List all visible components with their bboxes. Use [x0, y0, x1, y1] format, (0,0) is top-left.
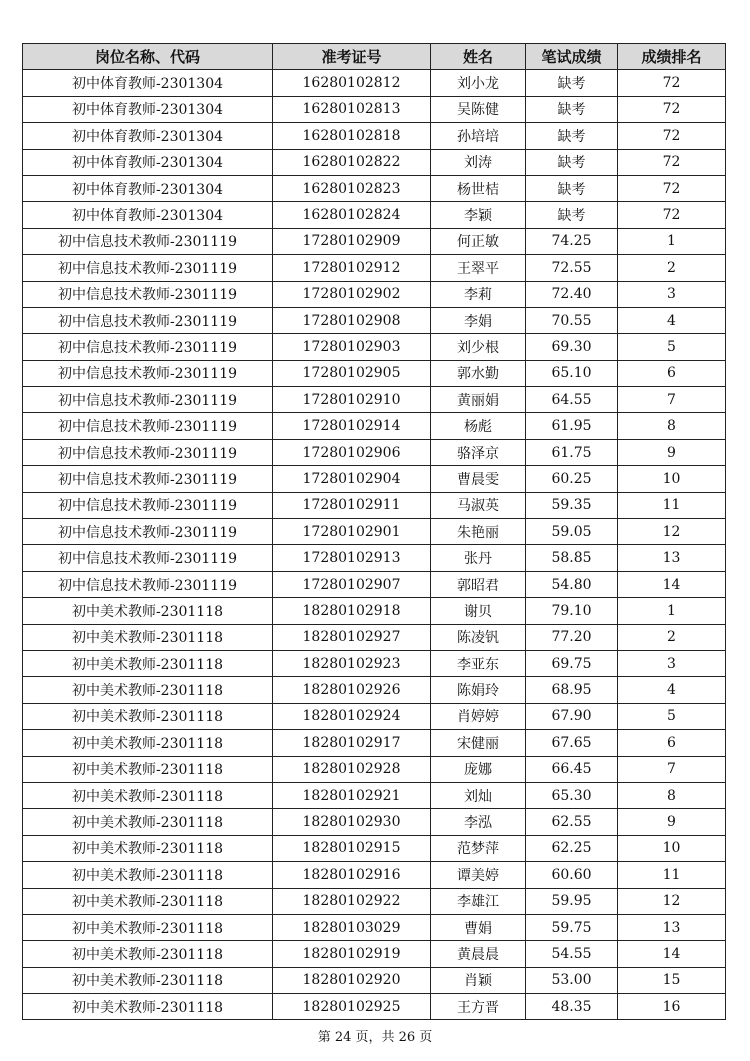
- cell-position: 初中美术教师-2301118: [23, 782, 273, 808]
- cell-name: 李娟: [431, 307, 526, 333]
- table-row: [23, 334, 726, 360]
- table-row: [23, 545, 726, 571]
- cell-name: 谢贝: [431, 598, 526, 624]
- table-row: [23, 756, 726, 782]
- cell-name: 陈凌钒: [431, 624, 526, 650]
- cell-exam-number: 17280102907: [273, 571, 431, 597]
- cell-name: 刘灿: [431, 782, 526, 808]
- cell-exam-number: 18280102923: [273, 650, 431, 676]
- cell-score: 59.95: [526, 888, 618, 914]
- table-row: [23, 228, 726, 254]
- cell-score: 72.40: [526, 281, 618, 307]
- table-row: [23, 307, 726, 333]
- table-row: [23, 703, 726, 729]
- cell-score: 62.55: [526, 809, 618, 835]
- header-position: 岗位名称、代码: [23, 44, 273, 70]
- cell-position: 初中信息技术教师-2301119: [23, 492, 273, 518]
- cell-position: 初中信息技术教师-2301119: [23, 545, 273, 571]
- cell-rank: 10: [618, 835, 726, 861]
- cell-exam-number: 18280102919: [273, 941, 431, 967]
- cell-exam-number: 18280102924: [273, 703, 431, 729]
- cell-rank: 7: [618, 387, 726, 413]
- cell-rank: 7: [618, 756, 726, 782]
- cell-exam-number: 17280102913: [273, 545, 431, 571]
- cell-position: 初中体育教师-2301304: [23, 175, 273, 201]
- header-row: [23, 44, 726, 70]
- cell-exam-number: 17280102906: [273, 439, 431, 465]
- cell-rank: 72: [618, 96, 726, 122]
- cell-name: 王翠平: [431, 255, 526, 281]
- cell-rank: 4: [618, 307, 726, 333]
- cell-exam-number: 18280102926: [273, 677, 431, 703]
- cell-rank: 11: [618, 862, 726, 888]
- cell-rank: 11: [618, 492, 726, 518]
- cell-score: 缺考: [526, 70, 618, 96]
- cell-score: 缺考: [526, 175, 618, 201]
- cell-position: 初中信息技术教师-2301119: [23, 281, 273, 307]
- cell-exam-number: 18280102917: [273, 730, 431, 756]
- cell-name: 刘少根: [431, 334, 526, 360]
- cell-score: 60.60: [526, 862, 618, 888]
- cell-score: 65.10: [526, 360, 618, 386]
- cell-name: 孙培培: [431, 123, 526, 149]
- cell-name: 李雄江: [431, 888, 526, 914]
- cell-rank: 13: [618, 545, 726, 571]
- cell-exam-number: 17280102905: [273, 360, 431, 386]
- cell-position: 初中信息技术教师-2301119: [23, 439, 273, 465]
- cell-position: 初中美术教师-2301118: [23, 703, 273, 729]
- cell-rank: 8: [618, 413, 726, 439]
- cell-rank: 4: [618, 677, 726, 703]
- cell-exam-number: 16280102823: [273, 175, 431, 201]
- cell-exam-number: 18280102927: [273, 624, 431, 650]
- table-row: [23, 994, 726, 1020]
- cell-rank: 72: [618, 202, 726, 228]
- cell-name: 杨世桔: [431, 175, 526, 201]
- cell-position: 初中信息技术教师-2301119: [23, 255, 273, 281]
- cell-name: 杨彪: [431, 413, 526, 439]
- cell-position: 初中美术教师-2301118: [23, 677, 273, 703]
- cell-position: 初中美术教师-2301118: [23, 994, 273, 1020]
- cell-name: 何正敏: [431, 228, 526, 254]
- table-row: [23, 175, 726, 201]
- table-row: [23, 466, 726, 492]
- cell-rank: 3: [618, 281, 726, 307]
- cell-position: 初中美术教师-2301118: [23, 809, 273, 835]
- cell-rank: 15: [618, 967, 726, 993]
- cell-name: 刘小龙: [431, 70, 526, 96]
- cell-score: 67.65: [526, 730, 618, 756]
- cell-exam-number: 18280102918: [273, 598, 431, 624]
- table-row: [23, 730, 726, 756]
- cell-position: 初中信息技术教师-2301119: [23, 571, 273, 597]
- cell-rank: 72: [618, 149, 726, 175]
- cell-name: 范梦萍: [431, 835, 526, 861]
- cell-position: 初中美术教师-2301118: [23, 598, 273, 624]
- cell-position: 初中美术教师-2301118: [23, 941, 273, 967]
- cell-score: 69.75: [526, 650, 618, 676]
- cell-exam-number: 18280102921: [273, 782, 431, 808]
- cell-exam-number: 17280102911: [273, 492, 431, 518]
- cell-exam-number: 17280102908: [273, 307, 431, 333]
- cell-score: 79.10: [526, 598, 618, 624]
- table-row: [23, 413, 726, 439]
- table-row: [23, 782, 726, 808]
- cell-exam-number: 17280102904: [273, 466, 431, 492]
- cell-score: 58.85: [526, 545, 618, 571]
- cell-position: 初中信息技术教师-2301119: [23, 307, 273, 333]
- cell-name: 李颖: [431, 202, 526, 228]
- table-row: [23, 862, 726, 888]
- cell-rank: 9: [618, 439, 726, 465]
- cell-position: 初中体育教师-2301304: [23, 202, 273, 228]
- header-rank: 成绩排名: [618, 44, 726, 70]
- cell-score: 68.95: [526, 677, 618, 703]
- table-row: [23, 888, 726, 914]
- cell-score: 缺考: [526, 149, 618, 175]
- cell-position: 初中体育教师-2301304: [23, 96, 273, 122]
- cell-score: 48.35: [526, 994, 618, 1020]
- cell-rank: 72: [618, 175, 726, 201]
- cell-name: 李亚东: [431, 650, 526, 676]
- cell-rank: 5: [618, 703, 726, 729]
- cell-score: 54.55: [526, 941, 618, 967]
- cell-name: 李莉: [431, 281, 526, 307]
- table-row: [23, 519, 726, 545]
- cell-exam-number: 17280102909: [273, 228, 431, 254]
- page-footer: 第 24 页，共 26 页: [317, 1030, 433, 1045]
- cell-name: 曹晨雯: [431, 466, 526, 492]
- cell-rank: 6: [618, 730, 726, 756]
- cell-rank: 10: [618, 466, 726, 492]
- table-row: [23, 492, 726, 518]
- cell-score: 70.55: [526, 307, 618, 333]
- cell-rank: 12: [618, 888, 726, 914]
- cell-exam-number: 16280102822: [273, 149, 431, 175]
- cell-rank: 14: [618, 941, 726, 967]
- cell-name: 王方晋: [431, 994, 526, 1020]
- cell-exam-number: 17280102910: [273, 387, 431, 413]
- table-row: [23, 149, 726, 175]
- table-row: [23, 598, 726, 624]
- table-row: [23, 624, 726, 650]
- cell-exam-number: 18280102925: [273, 994, 431, 1020]
- table-row: [23, 281, 726, 307]
- cell-exam-number: 17280102901: [273, 519, 431, 545]
- table-row: [23, 967, 726, 993]
- cell-name: 朱艳丽: [431, 519, 526, 545]
- table-row: [23, 123, 726, 149]
- header-name: 姓名: [431, 44, 526, 70]
- header-score: 笔试成绩: [526, 44, 618, 70]
- table-header: [23, 44, 726, 70]
- table-body: [23, 70, 726, 1020]
- cell-position: 初中信息技术教师-2301119: [23, 228, 273, 254]
- cell-rank: 13: [618, 914, 726, 940]
- cell-name: 庞娜: [431, 756, 526, 782]
- cell-rank: 72: [618, 123, 726, 149]
- table-row: [23, 202, 726, 228]
- cell-name: 肖婷婷: [431, 703, 526, 729]
- cell-score: 缺考: [526, 96, 618, 122]
- table-row: [23, 387, 726, 413]
- cell-exam-number: 17280102912: [273, 255, 431, 281]
- cell-score: 61.75: [526, 439, 618, 465]
- cell-score: 59.05: [526, 519, 618, 545]
- cell-score: 64.55: [526, 387, 618, 413]
- cell-rank: 9: [618, 809, 726, 835]
- cell-position: 初中美术教师-2301118: [23, 650, 273, 676]
- cell-score: 72.55: [526, 255, 618, 281]
- cell-exam-number: 16280102813: [273, 96, 431, 122]
- cell-name: 郭水勤: [431, 360, 526, 386]
- cell-score: 61.95: [526, 413, 618, 439]
- cell-score: 缺考: [526, 202, 618, 228]
- cell-score: 53.00: [526, 967, 618, 993]
- cell-rank: 16: [618, 994, 726, 1020]
- table-row: [23, 650, 726, 676]
- cell-score: 65.30: [526, 782, 618, 808]
- cell-position: 初中美术教师-2301118: [23, 756, 273, 782]
- cell-score: 60.25: [526, 466, 618, 492]
- cell-name: 张丹: [431, 545, 526, 571]
- cell-score: 69.30: [526, 334, 618, 360]
- cell-score: 74.25: [526, 228, 618, 254]
- results-table: [22, 43, 726, 1020]
- cell-position: 初中美术教师-2301118: [23, 967, 273, 993]
- cell-name: 郭昭君: [431, 571, 526, 597]
- cell-name: 谭美婷: [431, 862, 526, 888]
- cell-name: 陈娟玲: [431, 677, 526, 703]
- cell-position: 初中信息技术教师-2301119: [23, 413, 273, 439]
- cell-score: 67.90: [526, 703, 618, 729]
- table-row: [23, 914, 726, 940]
- cell-rank: 8: [618, 782, 726, 808]
- cell-name: 曹娟: [431, 914, 526, 940]
- cell-exam-number: 16280102812: [273, 70, 431, 96]
- cell-position: 初中信息技术教师-2301119: [23, 334, 273, 360]
- cell-rank: 3: [618, 650, 726, 676]
- cell-name: 马淑英: [431, 492, 526, 518]
- cell-exam-number: 18280102915: [273, 835, 431, 861]
- cell-name: 黄丽娟: [431, 387, 526, 413]
- table-row: [23, 941, 726, 967]
- cell-score: 66.45: [526, 756, 618, 782]
- cell-position: 初中体育教师-2301304: [23, 149, 273, 175]
- cell-exam-number: 18280102922: [273, 888, 431, 914]
- cell-exam-number: 18280102930: [273, 809, 431, 835]
- cell-rank: 6: [618, 360, 726, 386]
- table-row: [23, 255, 726, 281]
- cell-rank: 2: [618, 624, 726, 650]
- cell-position: 初中信息技术教师-2301119: [23, 387, 273, 413]
- cell-position: 初中体育教师-2301304: [23, 70, 273, 96]
- header-exam-number: 准考证号: [273, 44, 431, 70]
- cell-rank: 14: [618, 571, 726, 597]
- cell-position: 初中美术教师-2301118: [23, 914, 273, 940]
- cell-rank: 1: [618, 228, 726, 254]
- table-row: [23, 439, 726, 465]
- cell-exam-number: 18280103029: [273, 914, 431, 940]
- table-row: [23, 677, 726, 703]
- cell-exam-number: 18280102928: [273, 756, 431, 782]
- cell-position: 初中信息技术教师-2301119: [23, 466, 273, 492]
- cell-name: 李泓: [431, 809, 526, 835]
- cell-name: 刘涛: [431, 149, 526, 175]
- table-row: [23, 835, 726, 861]
- cell-score: 缺考: [526, 123, 618, 149]
- cell-name: 黄晨晨: [431, 941, 526, 967]
- table-row: [23, 70, 726, 96]
- cell-name: 吴陈健: [431, 96, 526, 122]
- cell-exam-number: 17280102914: [273, 413, 431, 439]
- cell-name: 肖颖: [431, 967, 526, 993]
- cell-position: 初中体育教师-2301304: [23, 123, 273, 149]
- cell-score: 59.35: [526, 492, 618, 518]
- cell-exam-number: 18280102916: [273, 862, 431, 888]
- cell-rank: 5: [618, 334, 726, 360]
- cell-score: 77.20: [526, 624, 618, 650]
- cell-score: 59.75: [526, 914, 618, 940]
- cell-position: 初中美术教师-2301118: [23, 835, 273, 861]
- table-row: [23, 809, 726, 835]
- cell-position: 初中美术教师-2301118: [23, 730, 273, 756]
- cell-score: 54.80: [526, 571, 618, 597]
- cell-position: 初中美术教师-2301118: [23, 624, 273, 650]
- cell-exam-number: 16280102824: [273, 202, 431, 228]
- cell-exam-number: 17280102902: [273, 281, 431, 307]
- cell-position: 初中美术教师-2301118: [23, 862, 273, 888]
- cell-rank: 2: [618, 255, 726, 281]
- cell-exam-number: 16280102818: [273, 123, 431, 149]
- table-row: [23, 571, 726, 597]
- cell-position: 初中美术教师-2301118: [23, 888, 273, 914]
- table-row: [23, 96, 726, 122]
- cell-exam-number: 17280102903: [273, 334, 431, 360]
- cell-rank: 12: [618, 519, 726, 545]
- cell-position: 初中信息技术教师-2301119: [23, 519, 273, 545]
- cell-rank: 72: [618, 70, 726, 96]
- cell-exam-number: 18280102920: [273, 967, 431, 993]
- cell-position: 初中信息技术教师-2301119: [23, 360, 273, 386]
- cell-rank: 1: [618, 598, 726, 624]
- cell-name: 骆泽京: [431, 439, 526, 465]
- cell-name: 宋健丽: [431, 730, 526, 756]
- table-row: [23, 360, 726, 386]
- cell-score: 62.25: [526, 835, 618, 861]
